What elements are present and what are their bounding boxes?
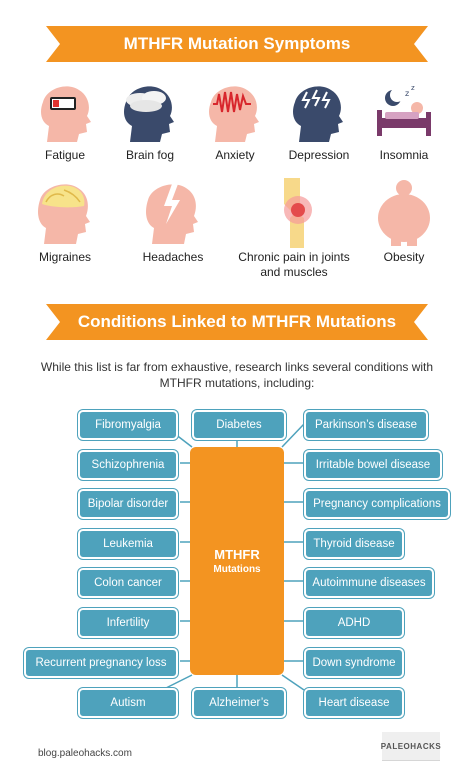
svg-text:z: z (411, 84, 415, 92)
intro-text: While this list is far from exhaustive, research links several conditions with MTHFR mutations, including: (40, 360, 434, 390)
condition-autoimmune: Autoimmune diseases (304, 568, 434, 598)
center-subtitle: Mutations (213, 564, 261, 575)
symptom-label: Chronic pain in joints and muscles (238, 250, 350, 279)
mthfr-center-box (190, 447, 284, 675)
condition-down-syndrome: Down syndrome (304, 648, 404, 678)
condition-thyroid: Thyroid disease (304, 529, 404, 559)
condition-pregnancy: Pregnancy complications (304, 489, 450, 519)
footer-url[interactable]: blog.paleohacks.com (38, 748, 132, 759)
condition-fibromyalgia: Fibromyalgia (78, 410, 178, 440)
condition-colon-cancer: Colon cancer (78, 568, 178, 598)
condition-autism: Autism (78, 688, 178, 718)
svg-text:z: z (405, 89, 410, 98)
condition-infertility: Infertility (78, 608, 178, 638)
condition-schizophrenia: Schizophrenia (78, 450, 178, 480)
paleohacks-logo: PALEOHACKS (382, 732, 440, 761)
center-title: MTHFR (214, 547, 260, 562)
symptom-label: Depression (288, 148, 350, 162)
symptom-label: Headaches (142, 250, 204, 264)
conditions-banner-title: Conditions Linked to MTHFR Mutations (77, 312, 397, 331)
condition-recurrent-pregnancy-loss: Recurrent pregnancy loss (24, 648, 178, 678)
symptoms-banner-title: MTHFR Mutation Symptoms (123, 34, 351, 53)
condition-diabetes: Diabetes (192, 410, 286, 440)
condition-ibs: Irritable bowel disease (304, 450, 442, 480)
symptom-label: Insomnia (379, 148, 429, 162)
condition-leukemia: Leukemia (78, 529, 178, 559)
symptom-label: Obesity (383, 250, 425, 264)
condition-parkinsons: Parkinson’s disease (304, 410, 428, 440)
condition-heart-disease: Heart disease (304, 688, 404, 718)
symptom-label: Anxiety (215, 148, 255, 162)
condition-bipolar: Bipolar disorder (78, 489, 178, 519)
condition-alzheimers: Alzheimer’s (192, 688, 286, 718)
symptom-label: Brain fog (125, 148, 175, 162)
symptom-label: Migraines (38, 250, 92, 264)
condition-adhd: ADHD (304, 608, 404, 638)
symptom-label: Fatigue (44, 148, 86, 162)
